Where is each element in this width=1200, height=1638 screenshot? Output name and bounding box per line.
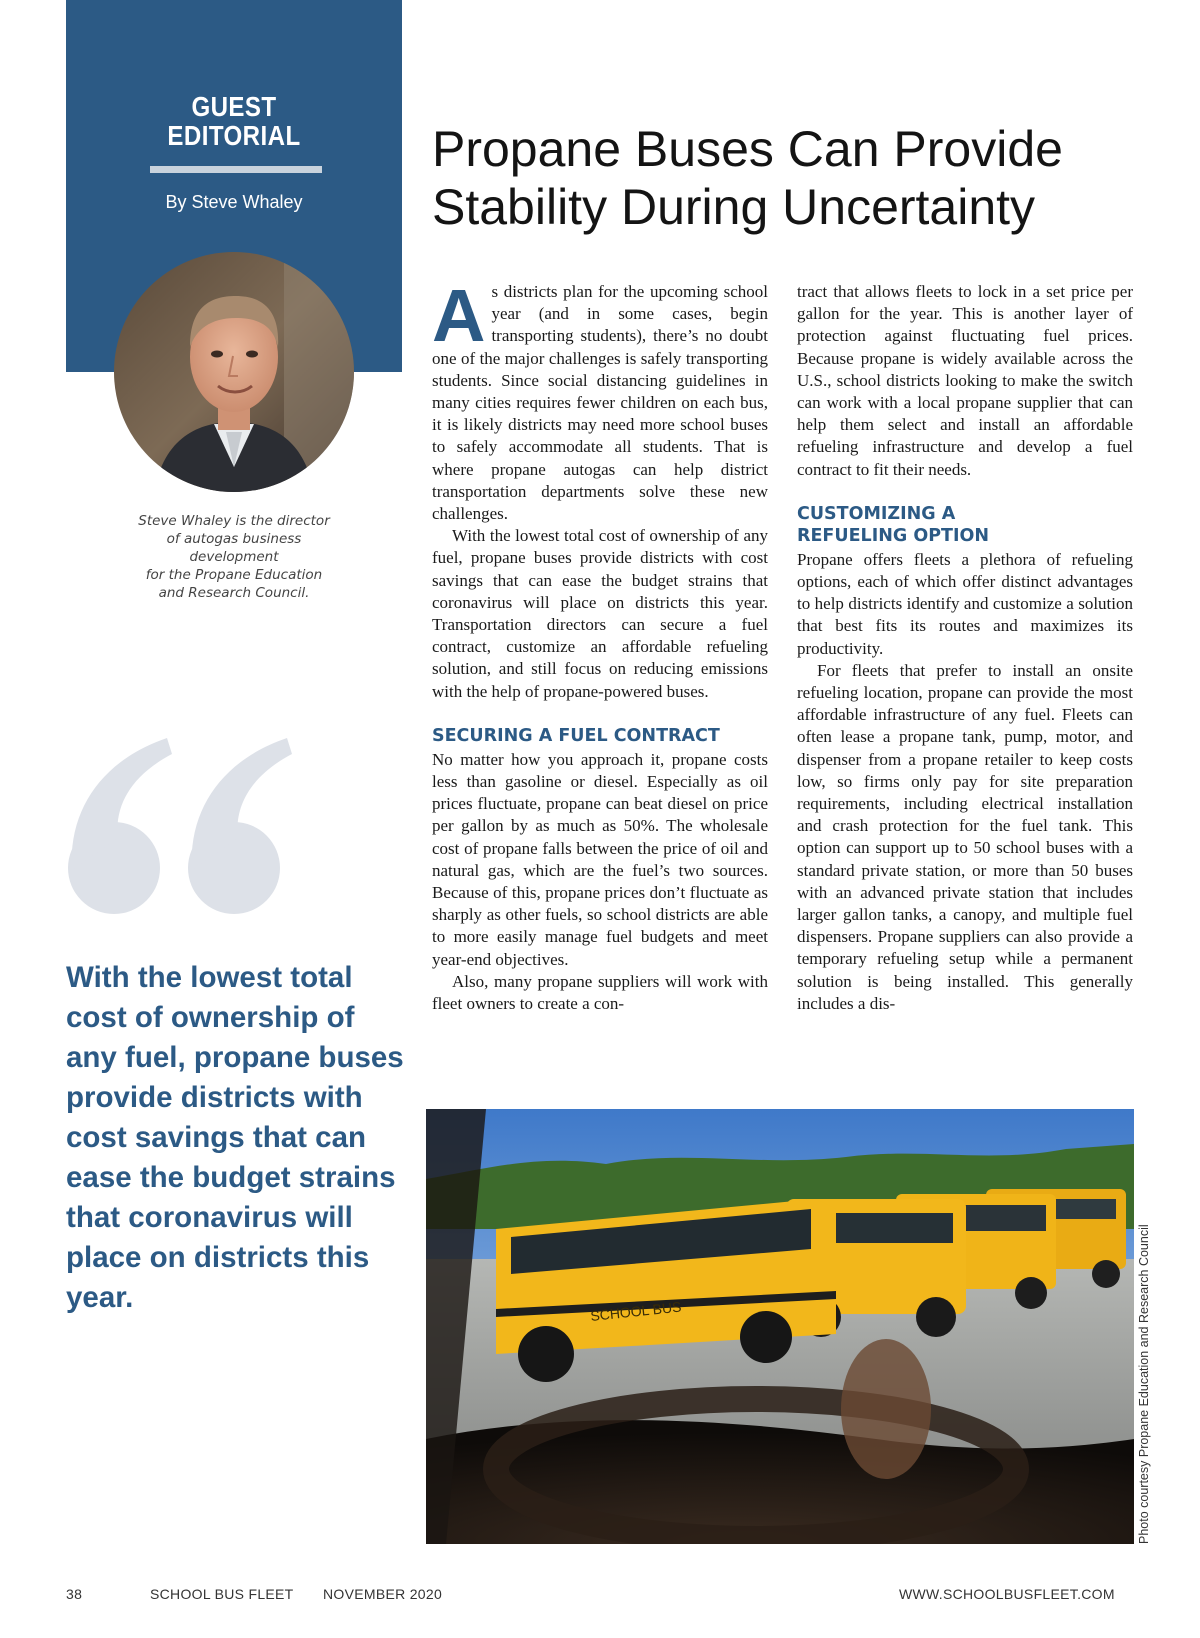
page-title (432, 120, 1132, 236)
caption-line: of autogas business development (166, 531, 302, 565)
article-paragraph: For fleets that prefer to install an onsite refueling location, propane can provide the most affordable infrastructure of any fuel. Fleets can often lease a propane tank, pump, motor, and dispenser from a propane retailer to keep costs low, so firms only pay for site preparation requirements, including electrical installation and crash protection for the fuel tank. This option can support up to 50 school buses with a standard private station, or more than 50 buses with an advanced private station that includes larger gallon tanks, a canopy, and multiple fuel dispensers. Propane suppliers can also provide a temporary refueling setup while a permanent solution is being installed. This generally includes a dis- (797, 660, 1133, 1013)
caption-line: Steve Whaley is the director (138, 513, 330, 529)
caption-line: and Research Council. (158, 585, 310, 601)
paragraph-text: s districts plan for the upcoming school year (and in some cases, begin transporting students), there’s no doubt one of the major challenges is safely transporting students. Since social distancing guidelines in many cities requires fewer children on each bus, it is likely districts may need more school buses to safely accommodate all students. That is where propane autogas can help district transportation departments solve these new challenges. (432, 282, 768, 524)
section-label-line1: GUEST (191, 91, 277, 122)
website-url: WWW.SCHOOLBUSFLEET.COM (899, 1586, 1115, 1602)
drop-cap: A (432, 274, 486, 357)
article-paragraph: With the lowest total cost of ownership of any fuel, propane buses provide districts with cost savings that can ease the budget strains that coronavirus will place on districts this year. Transportation directors can secure a fuel contract, customize an affordable refueling solution, and still focus on reducing emissions with the help of propane-powered buses. (432, 526, 768, 701)
author-caption (120, 512, 348, 602)
subhead-line: CUSTOMIZING A (797, 503, 956, 524)
section-subhead: SECURING A FUEL CONTRACT (432, 725, 720, 746)
author-portrait (114, 252, 354, 492)
school-buses-image (426, 1109, 1134, 1544)
author-portrait-image (114, 252, 354, 492)
author-byline: By Steve Whaley (165, 192, 303, 212)
bus-label: SCHOOL BUS (589, 1298, 683, 1324)
article-paragraph: No matter how you approach it, propane costs less than gasoline or diesel. Especially as oil prices fluctuate, propane can beat diesel on price per gallon by as much as 50%. The wholesale cost of propane falls between the price of oil and natural gas, which are the fuel’s two sources. Because of this, propane prices don’t fluctuate as sharply as other fuels, so school districts are able to more easily manage fuel budgets and meet year-end objectives. (432, 749, 768, 969)
headline-line2: Stability During Uncertainty (432, 179, 1036, 235)
quotation-mark-icon (62, 720, 292, 950)
page-number: 38 (66, 1586, 83, 1602)
section-divider (150, 166, 322, 173)
article-paragraph: Propane offers fleets a plethora of refueling options, each of which offer distinct advantages to help districts identify and customize a solution that best fits its routes and maximizes its productivity. (797, 549, 1133, 658)
article-paragraph: Also, many propane suppliers will work with fleet owners to create a con- (432, 971, 768, 1014)
pull-quote: With the lowest total cost of ownership of any fuel, propane buses provide districts with cost savings that can ease the budget strains that coronavirus will place on districts this year. (66, 961, 404, 1314)
publication-name: SCHOOL BUS FLEET (150, 1586, 294, 1602)
caption-line: for the Propane Education (145, 567, 323, 583)
bus-photo (426, 1109, 1134, 1544)
article-paragraph (432, 274, 768, 525)
article-column-2 (797, 281, 1133, 1015)
headline-line1: Propane Buses Can Provide (432, 121, 1063, 177)
issue-date: NOVEMBER 2020 (323, 1586, 443, 1602)
subhead-line: REFUELING OPTION (797, 525, 989, 546)
article-column-1 (432, 274, 768, 1015)
section-subhead (797, 503, 1133, 547)
section-label (90, 92, 379, 150)
section-label-line2: EDITORIAL (167, 120, 301, 151)
photo-credit: Photo courtesy Propane Education and Research Council (1137, 1224, 1151, 1544)
article-paragraph: tract that allows fleets to lock in a set price per gallon for the year. This is another layer of protection against fluctuating fuel prices. Because propane is widely available across the U.S., school districts looking to make the switch can work with a local propane supplier that can help them select and install an affordable refueling infrastructure and develop a fuel contract to fit their needs. (797, 282, 1133, 479)
